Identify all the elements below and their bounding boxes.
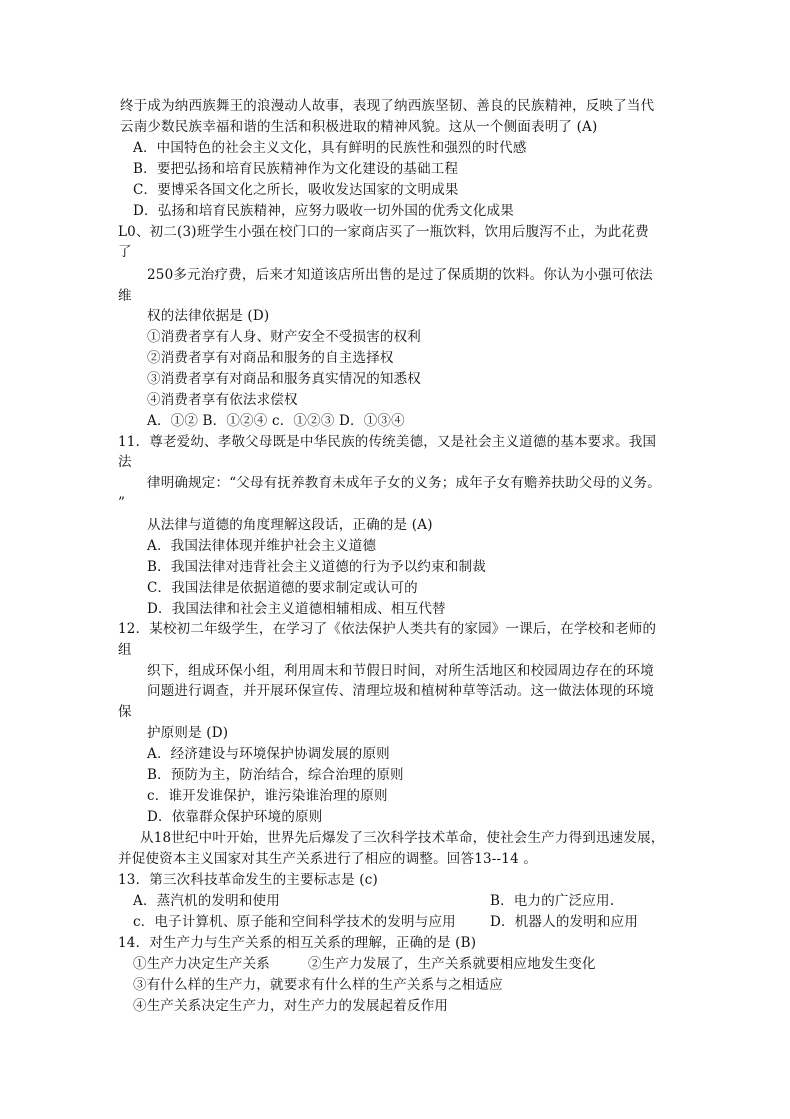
q11-line3: 从法律与道德的角度理解这段话，正确的是 (A) [147,517,433,533]
q10-item-2: ②消费者享有对商品和服务的自主选择权 [147,350,394,366]
q12-line1-wrap: 组 [118,642,132,658]
q9-option-d: D．弘扬和培育民族精神，应努力吸收一切外国的优秀文化成果 [133,203,514,219]
q13-stem: 13．第三次科技革命发生的主要标志是 (c) [118,872,378,888]
passage-line2: 并促使资本主义国家对其生产关系进行了相应的调整。回答13--14 。 [118,851,538,867]
q14-item-1: ①生产力决定生产关系 [133,956,270,972]
q11-option-d: D．我国法律和社会主义道德相辅相成、相互代替 [147,601,446,617]
q12-option-c: c．谁开发谁保护，谁污染谁治理的原则 [147,788,388,804]
q12-line3: 问题进行调查，并开展环保宣传、清理垃圾和植树种草等活动。这一做法体现的环境 [147,683,654,699]
q12-line1: 12．某校初二年级学生，在学习了《依法保护人类共有的家园》一课后，在学校和老师的 [118,621,657,637]
q11-line1: 11．尊老爱幼、孝敬父母既是中华民族的传统美德，又是社会主义道德的基本要求。我国 [118,434,657,450]
q10-item-1: ①消费者享有人身、财产安全不受损害的权利 [147,329,421,345]
q11-line2-wrap: ” [118,495,126,511]
q12-option-a: A．经济建设与环境保护协调发展的原则 [147,746,390,762]
q13-option-b: B．电力的广泛应用. [490,893,615,909]
q11-option-b: B．我国法律对违背社会主义道德的行为予以约束和制裁 [147,559,486,575]
q9-option-b: B．要把弘扬和培育民族精神作为文化建设的基础工程 [133,161,459,177]
q9-line2: 云南少数民族幸福和谐的生活和积极进取的精神风貌。这从一个侧面表明了 (A) [120,119,598,135]
q14-stem: 14．对生产力与生产关系的相互关系的理解，正确的是 (B) [118,935,477,951]
q12-line3-wrap: 保 [118,704,132,720]
passage-line1: 从18世纪中叶开始，世界先后爆发了三次科学技术革命，使社会生产力得到迅速发展， [140,830,665,846]
q12-option-b: B．预防为主，防治结合，综合治理的原则 [147,767,404,783]
q10-line2: 250多元治疗费，后来才知道该店所出售的是过了保质期的饮料。你认为小强可依法 [147,267,653,283]
q13-option-d: D．机器人的发明和应用 [490,914,639,930]
q13-option-a: A．蒸汽机的发明和使用 [133,893,280,909]
q11-option-a: A．我国法律体现并维护社会主义道德 [147,538,377,554]
q10-choices: A．①② B．①②④ c．①②③ D．①③④ [147,413,405,429]
q13-option-c: c．电子计算机、原子能和空间科学技术的发明与应用 [133,914,456,930]
q10-item-4: ④消费者享有依法求偿权 [147,392,298,408]
q10-line1-wrap: 了 [118,244,132,260]
q11-option-c: C．我国法律是依据道德的要求制定或认可的 [147,580,418,596]
q14-item-2: ②生产力发展了，生产关系就要相应地发生变化 [308,956,596,972]
q9-option-c: C．要博采各国文化之所长，吸收发达国家的文明成果 [133,182,459,198]
q10-line1: L0、初二(3)班学生小强在校门口的一家商店买了一瓶饮料，饮用后腹泻不止，为此花费 [118,224,649,240]
q11-line2: 律明确规定：“父母有抚养教育未成年子女的义务；成年子女有赡养扶助父母的义务。 [147,475,662,491]
q10-item-3: ③消费者享有对商品和服务真实情况的知悉权 [147,371,421,387]
q14-item-3: ③有什么样的生产力，就要求有什么样的生产关系与之相适应 [133,977,503,993]
q9-option-a: A．中国特色的社会主义文化，具有鲜明的民族性和强烈的时代感 [133,140,527,156]
q14-item-4: ④生产关系决定生产力，对生产力的发展起着反作用 [133,998,449,1014]
q12-option-d: D．依靠群众保护环境的原则 [147,809,323,825]
q10-line2-wrap: 维 [118,288,132,304]
q9-line1: 终于成为纳西族舞王的浪漫动人故事，表现了纳西族坚韧、善良的民族精神，反映了当代 [120,98,655,114]
q12-line2: 织下，组成环保小组，利用周末和节假日时间，对所生活地区和校园周边存在的环境 [147,663,654,679]
q10-line3: 权的法律依据是 (D) [147,308,270,324]
q11-line1-wrap: 法 [118,454,132,470]
q12-line4: 护原则是 (D) [147,725,229,741]
